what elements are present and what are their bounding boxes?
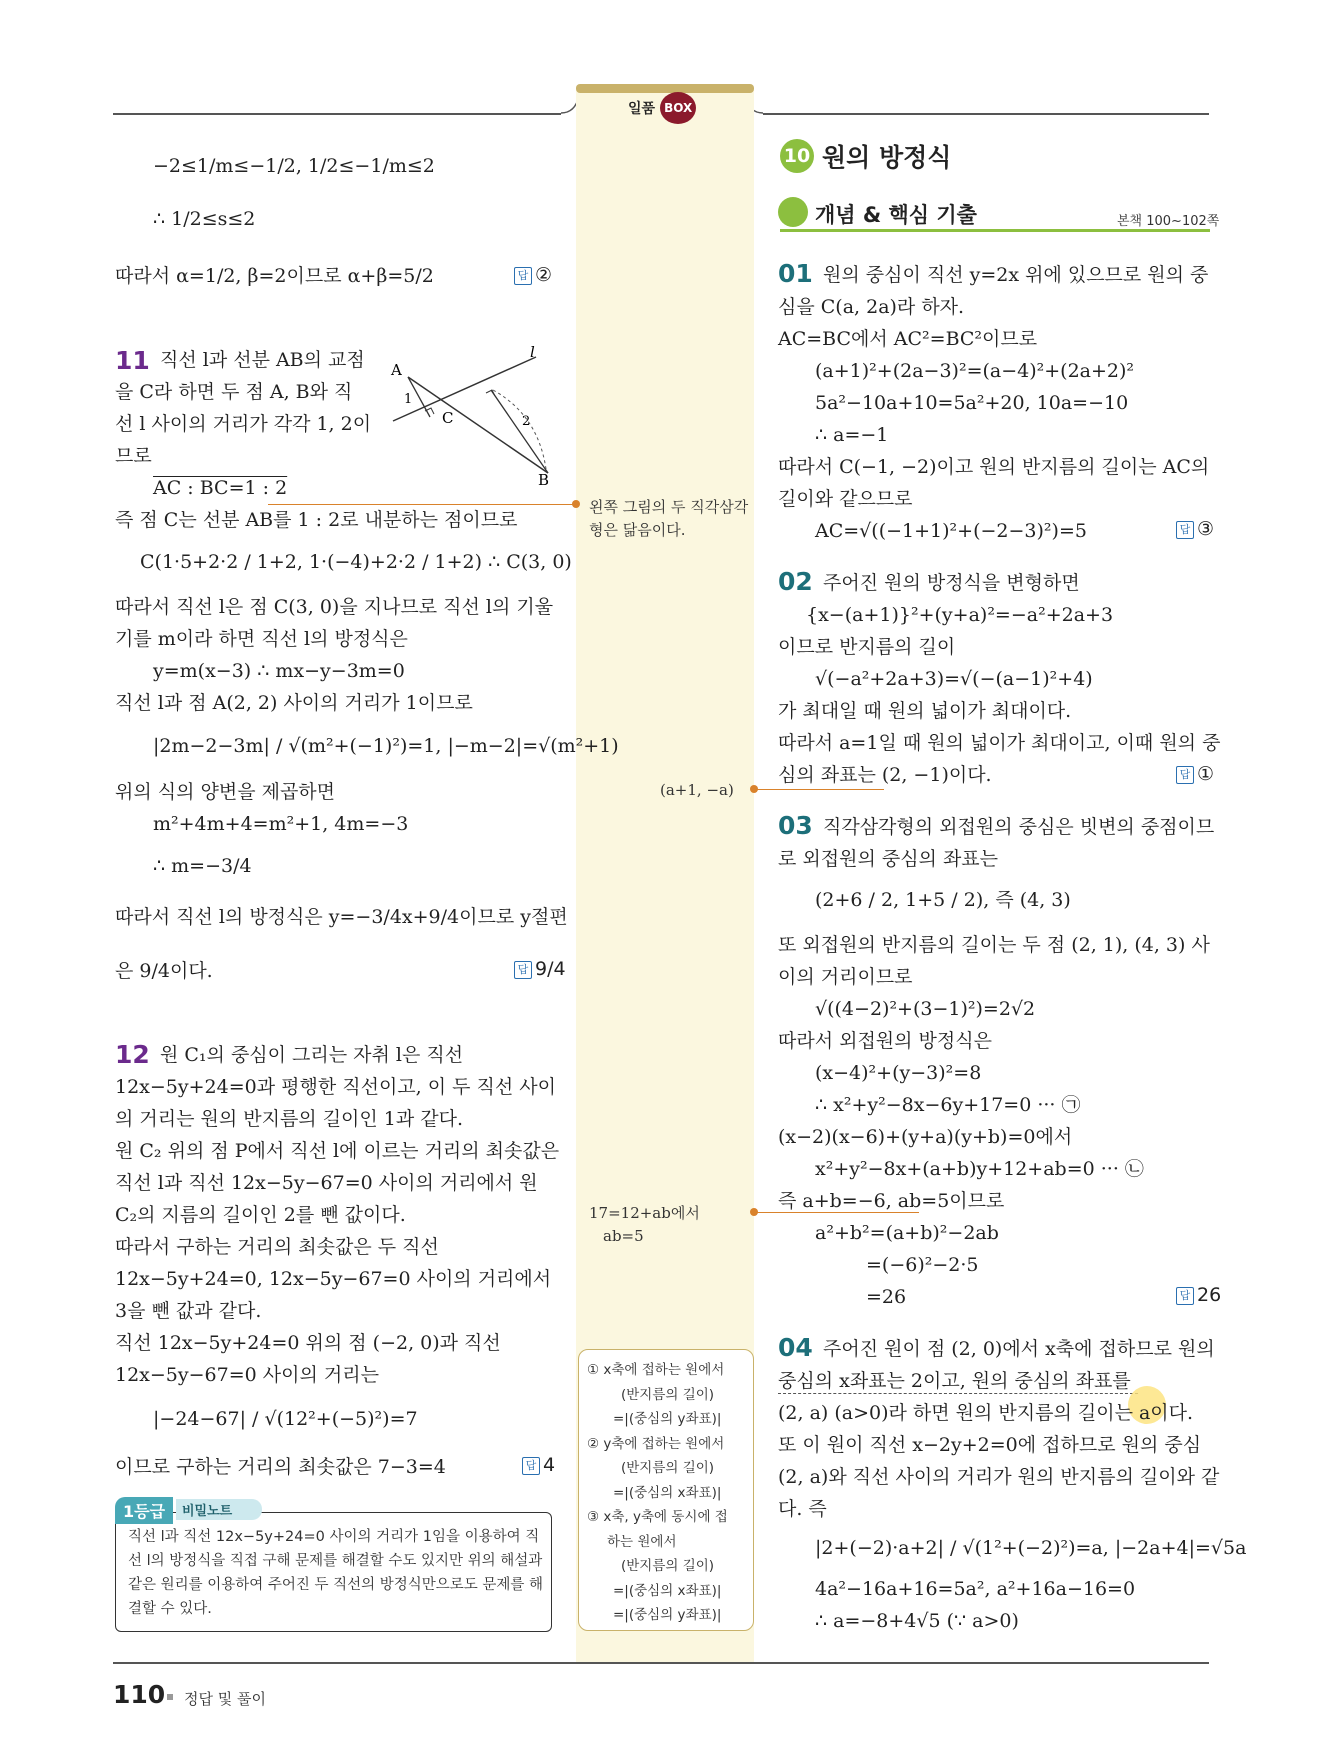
tip1-line1: 왼쪽 그림의 두 직각삼각 bbox=[589, 498, 749, 516]
p11-line-17: 은 9/4이다. bbox=[115, 960, 213, 982]
footer-label: 정답 및 풀이 bbox=[184, 1690, 266, 1708]
secret-note-badge: 1등급 bbox=[115, 1497, 173, 1524]
p12-line-8: 12x−5y+24=0, 12x−5y−67=0 사이의 거리에서 bbox=[115, 1268, 552, 1290]
p02-line-2: {x−(a+1)}²+(y+a)²=−a²+2a+3 bbox=[806, 604, 1114, 626]
p02-line-6: 따라서 a=1일 때 원의 넓이가 최대이고, 이때 원의 중 bbox=[778, 732, 1221, 754]
tip1-line2: 형은 닮음이다. bbox=[589, 521, 686, 539]
answer-11-value: 9/4 bbox=[535, 958, 566, 980]
tip2-dot bbox=[750, 785, 758, 793]
answer-03-value: 26 bbox=[1197, 1284, 1222, 1306]
secret-note-title: 비밀노트 bbox=[176, 1499, 262, 1520]
answer-01 bbox=[1176, 518, 1214, 540]
answer-icon: 답 bbox=[522, 1457, 540, 1475]
p11-line-13: 위의 식의 양변을 제곱하면 bbox=[115, 781, 336, 803]
p03-line-6: √((4−2)²+(3−1)²)=2√2 bbox=[815, 998, 1036, 1020]
tip3-line2: ab=5 bbox=[603, 1227, 644, 1245]
answer-top bbox=[514, 264, 552, 286]
note-line-3: 같은 원리를 이용하여 주어진 두 직선의 방정식만으로도 문제를 해 bbox=[128, 1577, 544, 1593]
p01-line-1: 원의 중심이 직선 y=2x 위에 있으므로 원의 중 bbox=[823, 264, 1209, 286]
p01-line-9: AC=√((−1+1)²+(−2−3)²)=5 bbox=[815, 520, 1087, 542]
p11-line-6: 즉 점 C는 선분 AB를 1 : 2로 내분하는 점이므로 bbox=[115, 509, 518, 531]
secret-note-text bbox=[128, 1525, 543, 1621]
answer-icon: 답 bbox=[514, 961, 532, 979]
note-line-1: 직선 l과 직선 12x−5y+24=0 사이의 거리가 1임을 이용하여 직 bbox=[128, 1529, 540, 1545]
fig-label-A: A bbox=[391, 361, 402, 379]
p03-line-12: 즉 a+b=−6, ab=5이므로 bbox=[778, 1190, 1005, 1212]
box-line-3: =|(중심의 y좌표)| bbox=[613, 1411, 722, 1427]
answer-03 bbox=[1176, 1284, 1221, 1306]
p03-line-14: =(−6)²−2·5 bbox=[866, 1254, 979, 1276]
p04-line-4: 또 이 원이 직선 x−2y+2=0에 접하므로 원의 중심 bbox=[778, 1434, 1202, 1456]
tip1-dot bbox=[572, 500, 580, 508]
tip3-dot bbox=[750, 1208, 758, 1216]
p11-line-15: ∴ m=−3/4 bbox=[153, 855, 252, 877]
p04-line-3: (2, a) (a>0)라 하면 원의 반지름의 길이는 a이다. bbox=[778, 1402, 1194, 1424]
box-line-11: =|(중심의 y좌표)| bbox=[613, 1607, 722, 1623]
problem-11-number: 11 bbox=[115, 346, 150, 375]
p04-line-9: ∴ a=−8+4√5 (∵ a>0) bbox=[815, 1610, 1019, 1632]
brand-logo bbox=[628, 92, 696, 126]
tip-center-coords: (a+1, −a) bbox=[660, 781, 734, 799]
box-line-8: 하는 원에서 bbox=[607, 1533, 677, 1550]
p11-line-3: 선 l 사이의 거리가 각각 1, 2이 bbox=[115, 413, 372, 435]
box-line-10: =|(중심의 x좌표)| bbox=[613, 1582, 722, 1599]
p11-line-16: 따라서 직선 l의 방정식은 y=−3/4x+9/4이므로 y절편 bbox=[115, 906, 568, 928]
p12-line-10: 직선 12x−5y+24=0 위의 점 (−2, 0)과 직선 bbox=[115, 1332, 501, 1354]
p11-line-9: 기를 m이라 하면 직선 l의 방정식은 bbox=[115, 628, 408, 650]
p04-line-1: 주어진 원이 점 (2, 0)에서 x축에 접하므로 원의 bbox=[823, 1338, 1215, 1360]
p12-line-12: |−24−67| / √(12²+(−5)²)=7 bbox=[153, 1408, 418, 1430]
p01-line-5: 5a²−10a+10=5a²+20, 10a=−10 bbox=[815, 392, 1129, 414]
section-page-ref: 본책 100~102쪽 bbox=[1117, 214, 1220, 229]
p03-line-2: 로 외접원의 중심의 좌표는 bbox=[778, 848, 999, 870]
p02-line-5: 가 최대일 때 원의 넓이가 최대이다. bbox=[778, 700, 1072, 722]
box-line-2: (반지름의 길이) bbox=[621, 1386, 715, 1403]
p03-line-11: x²+y²−8x+(a+b)y+12+ab=0 ··· ㉡ bbox=[815, 1158, 1144, 1180]
p01-line-4: (a+1)²+(2a−3)²=(a−4)²+(2a+2)² bbox=[815, 360, 1135, 382]
fig-label-C: C bbox=[442, 409, 454, 427]
answer-01-value: ③ bbox=[1197, 518, 1215, 540]
p11-line-11: 직선 l과 점 A(2, 2) 사이의 거리가 1이므로 bbox=[115, 692, 473, 714]
problem-12-number: 12 bbox=[115, 1040, 150, 1069]
p03-line-3: (2+6 / 2, 1+5 / 2), 즉 (4, 3) bbox=[815, 889, 1071, 911]
p12-line-1: 원 C₁의 중심이 그리는 자취 l은 직선 bbox=[160, 1044, 464, 1066]
problem-04-number: 04 bbox=[778, 1333, 813, 1362]
p11-line-14: m²+4m+4=m²+1, 4m=−3 bbox=[153, 813, 409, 835]
problem-02-number: 02 bbox=[778, 567, 813, 596]
p11-line-8: 따라서 직선 l은 점 C(3, 0)을 지나므로 직선 l의 기울 bbox=[115, 596, 554, 618]
p12-line-9: 3을 뺀 값과 같다. bbox=[115, 1300, 262, 1322]
p12-line-13: 이므로 구하는 거리의 최솟값은 7−3=4 bbox=[115, 1456, 446, 1478]
p11-line-12: |2m−2−3m| / √(m²+(−1)²)=1, |−m−2|=√(m²+1) bbox=[153, 735, 619, 757]
problem-11-figure bbox=[388, 345, 558, 485]
tip1-leader-line bbox=[268, 504, 576, 505]
p12-line-5: 직선 l과 직선 12x−5y−67=0 사이의 거리에서 원 bbox=[115, 1172, 538, 1194]
p04-highlight-underline bbox=[778, 1393, 1138, 1394]
p04-line-2: 중심의 x좌표는 2이고, 원의 중심의 좌표를 bbox=[778, 1370, 1131, 1392]
brand-text: 일품 bbox=[628, 101, 656, 117]
header-rule-left bbox=[113, 113, 561, 115]
p04-line-7: |2+(−2)·a+2| / √(1²+(−2)²)=a, |−2a+4|=√5a bbox=[815, 1537, 1247, 1559]
left-top-line-3: 따라서 α=1/2, β=2이므로 α+β=5/2 bbox=[115, 265, 434, 287]
footer-page-number: 110 bbox=[113, 1680, 166, 1709]
tip-ab-value bbox=[589, 1202, 700, 1248]
p12-line-7: 따라서 구하는 거리의 최솟값은 두 직선 bbox=[115, 1236, 439, 1258]
box-line-6: =|(중심의 x좌표)| bbox=[613, 1484, 722, 1501]
box-line-4: ② y축에 접하는 원에서 bbox=[587, 1435, 725, 1452]
p11-line-5: AC : BC=1 : 2 bbox=[153, 477, 288, 499]
answer-02-value: ① bbox=[1197, 763, 1215, 785]
answer-icon: 답 bbox=[514, 267, 532, 285]
p02-line-7: 심의 좌표는 (2, −1)이다. bbox=[778, 764, 992, 786]
p12-line-4: 원 C₂ 위의 점 P에서 직선 l에 이르는 거리의 최솟값은 bbox=[115, 1140, 560, 1162]
p02-line-1: 주어진 원의 방정식을 변형하면 bbox=[823, 572, 1080, 594]
p11-line-7: C(1·5+2·2 / 1+2, 1·(−4)+2·2 / 1+2) ∴ C(3, 0) bbox=[140, 551, 572, 573]
chapter-title: 원의 방정식 bbox=[822, 143, 952, 172]
p12-line-11: 12x−5y−67=0 사이의 거리는 bbox=[115, 1364, 379, 1386]
box-line-7: ③ x축, y축에 동시에 접 bbox=[587, 1509, 728, 1525]
problem-03-number: 03 bbox=[778, 811, 813, 840]
brand-box-badge: BOX bbox=[660, 92, 696, 124]
fig-label-2: 2 bbox=[522, 414, 531, 429]
fig-label-l: l bbox=[530, 345, 535, 361]
p04-line-5: (2, a)와 직선 사이의 거리가 원의 반지름의 길이와 같 bbox=[778, 1466, 1220, 1488]
answer-12-value: 4 bbox=[543, 1454, 556, 1476]
p03-line-7: 따라서 외접원의 방정식은 bbox=[778, 1030, 992, 1052]
footer-dot bbox=[167, 1694, 173, 1700]
note-line-2: 선 l의 방정식을 직접 구해 문제를 해결할 수도 있지만 위의 해설과 bbox=[128, 1553, 543, 1569]
p03-line-15: =26 bbox=[866, 1286, 907, 1308]
p03-line-8: (x−4)²+(y−3)²=8 bbox=[815, 1062, 982, 1084]
p01-line-6: ∴ a=−1 bbox=[815, 424, 889, 446]
box-line-1: ① x축에 접하는 원에서 bbox=[587, 1362, 725, 1378]
answer-icon: 답 bbox=[1176, 1287, 1194, 1305]
tip2-leader-line bbox=[754, 789, 884, 790]
p11-line-1: 직선 l과 선분 AB의 교점 bbox=[160, 349, 365, 371]
section-header-bar bbox=[780, 229, 1210, 232]
p02-line-4: √(−a²+2a+3)=√(−(a−1)²+4) bbox=[815, 668, 1093, 690]
p12-line-6: C₂의 지름의 길이인 2를 뺀 값이다. bbox=[115, 1204, 406, 1226]
p01-line-3: AC=BC에서 AC²=BC²이므로 bbox=[778, 328, 1038, 350]
p02-line-3: 이므로 반지름의 길이 bbox=[778, 636, 956, 658]
fig-label-1: 1 bbox=[404, 392, 413, 407]
p03-line-1: 직각삼각형의 외접원의 중심은 빗변의 중점이므 bbox=[823, 816, 1215, 838]
p12-line-3: 의 거리는 원의 반지름의 길이인 1과 같다. bbox=[115, 1108, 464, 1130]
section-title: 개념 & 핵심 기출 bbox=[815, 203, 977, 227]
note-line-4: 결할 수 있다. bbox=[128, 1601, 212, 1617]
tangent-rule-box bbox=[578, 1349, 754, 1631]
p03-line-5: 이의 거리이므로 bbox=[778, 966, 913, 988]
p03-line-9: ∴ x²+y²−8x−6y+17=0 ··· ㉠ bbox=[815, 1094, 1081, 1116]
fig-label-B: B bbox=[538, 471, 550, 485]
section-icon bbox=[778, 197, 808, 227]
box-line-5: (반지름의 길이) bbox=[621, 1460, 715, 1476]
p03-line-4: 또 외접원의 반지름의 길이는 두 점 (2, 1), (4, 3) 사 bbox=[778, 934, 1210, 956]
left-top-line-1: −2≤1/m≤−1/2, 1/2≤−1/m≤2 bbox=[153, 155, 435, 177]
p12-line-2: 12x−5y+24=0과 평행한 직선이고, 이 두 직선 사이 bbox=[115, 1076, 556, 1098]
chapter-number-badge: 10 bbox=[780, 139, 814, 173]
p03-line-13: a²+b²=(a+b)²−2ab bbox=[815, 1222, 999, 1244]
p03-line-10: (x−2)(x−6)+(y+a)(y+b)=0에서 bbox=[778, 1126, 1073, 1148]
header-rule-right bbox=[763, 113, 1209, 115]
p04-line-6: 다. 즉 bbox=[778, 1498, 827, 1520]
answer-12 bbox=[522, 1454, 555, 1476]
answer-icon: 답 bbox=[1176, 766, 1194, 784]
answer-11 bbox=[514, 958, 566, 980]
p11-line-4: 므로 bbox=[115, 445, 152, 467]
answer-02 bbox=[1176, 763, 1214, 785]
tip3-line1: 17=12+ab에서 bbox=[589, 1204, 700, 1222]
footer-rule bbox=[113, 1662, 1209, 1664]
tip-similar-triangles bbox=[589, 496, 748, 542]
left-top-line-2: ∴ 1/2≤s≤2 bbox=[153, 208, 256, 230]
p04-line-8: 4a²−16a+16=5a², a²+16a−16=0 bbox=[815, 1578, 1136, 1600]
problem-01-number: 01 bbox=[778, 259, 813, 288]
box-line-9: (반지름의 길이) bbox=[621, 1558, 715, 1574]
p01-line-7: 따라서 C(−1, −2)이고 원의 반지름의 길이는 AC의 bbox=[778, 456, 1210, 478]
p11-line-10: y=m(x−3) ∴ mx−y−3m=0 bbox=[153, 660, 405, 682]
answer-top-value: ② bbox=[535, 264, 553, 286]
p11-line-2: 을 C라 하면 두 점 A, B와 직 bbox=[115, 381, 353, 403]
answer-icon: 답 bbox=[1176, 521, 1194, 539]
p01-line-2: 심을 C(a, 2a)라 하자. bbox=[778, 296, 965, 318]
p01-line-8: 길이와 같으므로 bbox=[778, 488, 913, 510]
